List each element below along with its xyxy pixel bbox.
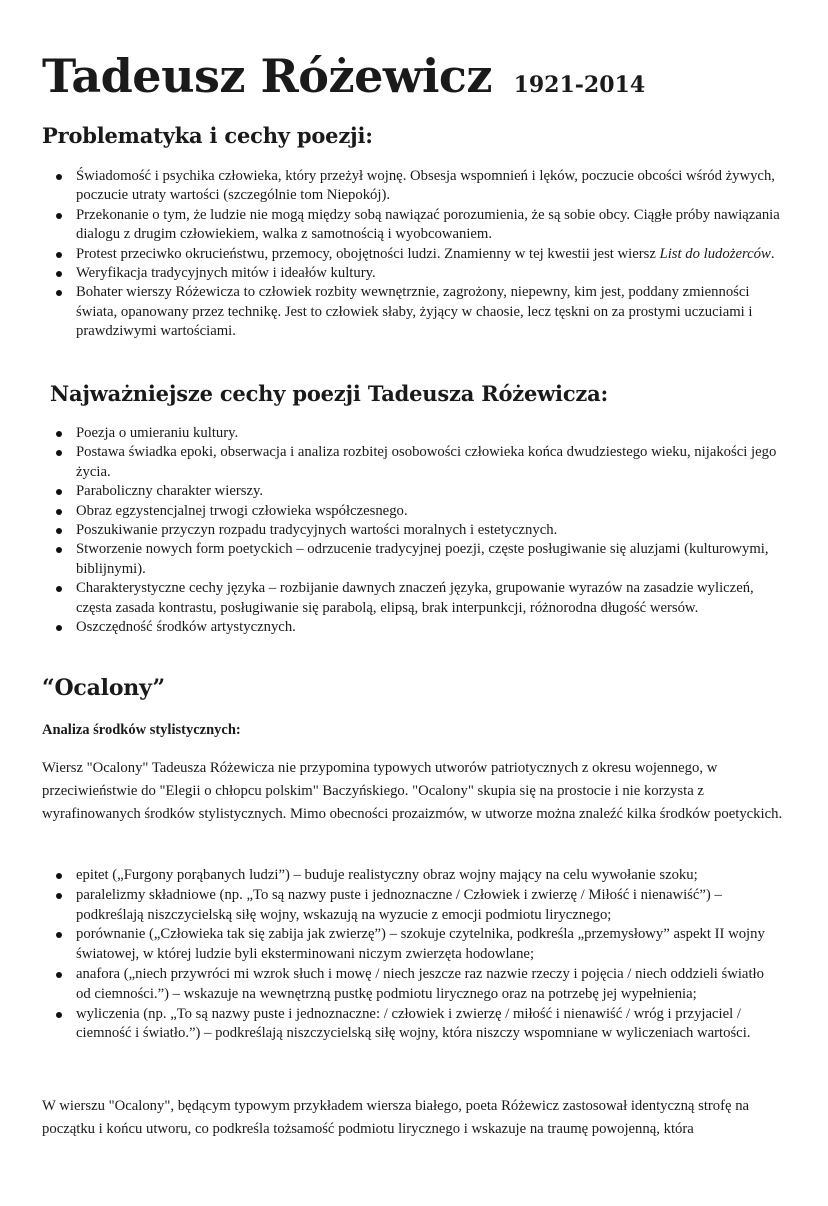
problematyka-list (50, 167, 780, 342)
list-item-text: Protest przeciwko okrucieństwu, przemocy, obojętności ludzi. Znamienny w tej kwestii jest wiersz (76, 245, 660, 262)
author-name: Tadeusz Różewicz (42, 49, 493, 103)
cechy-list (50, 424, 780, 637)
author-years: 1921-2014 (513, 72, 646, 98)
list-item: epitet („Furgony porąbanych ludzi”) – buduje realistyczny obraz wojny mający na celu wywołanie szoku; (50, 866, 780, 886)
section-heading-problematyka: Problematyka i cechy poezji: (42, 123, 373, 148)
list-item: Paraboliczny charakter wierszy. (50, 482, 780, 501)
page-title (42, 50, 645, 111)
list-item: Świadomość i psychika człowieka, który przeżył wojnę. Obsesja wspomnień i lęków, poczucie obcości wśród żywych, poczucie utraty wartości (szczególnie tom Niepokój). (50, 167, 780, 206)
list-item: Stworzenie nowych form poetyckich – odrzucenie tradycyjnej poezji, częste posługiwanie się aluzjami (kulturowymi, biblijnymi). (50, 540, 780, 579)
section-heading-ocalony: “Ocalony” (42, 675, 165, 701)
list-item: Bohater wierszy Różewicza to człowiek rozbity wewnętrznie, zagrożony, niepewny, kim jest, poddany zmienności świata, opanowany przez technikę. Jest to człowiek słaby, żyjący w chaosie, lecz tęskni on za prostymi uczuciami i prawdziwymi wartościami. (50, 283, 780, 341)
list-item: Obraz egzystencjalnej trwogi człowieka współczesnego. (50, 502, 780, 521)
intro-paragraph: Wiersz "Ocalony" Tadeusza Różewicza nie przypomina typowych utworów patriotycznych z okresu wojennego, w przeciwieństwie do "Elegii o chłopcu polskim" Baczyńskiego. "Ocalony" skupia się na prostocie i nie korzysta z wyrafinowanych środków stylistycznych. Mimo obecności prozaizmów, w utworze można znaleźć kilka środków poetyckich. (42, 760, 783, 822)
list-item: Charakterystyczne cechy języka – rozbijanie dawnych znaczeń języka, grupowanie wyrazów na zasadzie wyliczeń, częsta zasada kontrastu, posługiwanie się parabolą, elipsą, brak interpunkcji, różnorodna długość wersów. (50, 579, 780, 618)
list-item: Przekonanie o tym, że ludzie nie mogą między sobą nawiązać porozumienia, że są sobie obcy. Ciągłe próby nawiązania dialogu z drugim człowiekiem, walka z samotnością i wyobcowaniem. (50, 206, 780, 245)
list-item: anafora („niech przywróci mi wzrok słuch i mowę / niech jeszcze raz nazwie rzeczy i pojęcia / niech oddzieli światło od ciemności.”) – wskazuje na wewnętrzną pustkę podmiotu lirycznego oraz na potrzebę jej wypełnienia; (50, 965, 780, 1005)
list-item (50, 245, 780, 264)
list-item: porównanie („Człowieka tak się zabija jak zwierzę”) – szokuje czytelnika, podkreśla „przemysłowy” aspekt II wojny światowej, w której ludzie byli eksterminowani niczym zwierzęta hodowlane; (50, 925, 780, 965)
section-heading-cechy: Najważniejsze cechy poezji Tadeusza Różewicza: (50, 381, 609, 406)
analysis-subheading: Analiza środków stylistycznych: (42, 722, 241, 738)
srodki-list (50, 866, 780, 1044)
list-item: paralelizmy składniowe (np. „To są nazwy puste i jednoznaczne / Człowiek i zwierzę / Miłość i nienawiść”) – podkreślają niszczycielską siłę wojny, wskazują na wyzucie z emocji podmiotu lirycznego; (50, 886, 780, 926)
list-item: Poszukiwanie przyczyn rozpadu tradycyjnych wartości moralnych i estetycznych. (50, 521, 780, 540)
outro-paragraph: W wierszu "Ocalony", będącym typowym przykładem wiersza białego, poeta Różewicz zastosował identyczną strofę na początku i końcu utworu, co podkreśla tożsamość podmiotu lirycznego i wskazuje na traumę powojenną, która (42, 1098, 750, 1137)
list-item: Weryfikacja tradycyjnych mitów i ideałów kultury. (50, 264, 780, 283)
list-item-end: . (770, 245, 775, 262)
poem-title: List do ludożerców (659, 245, 771, 262)
list-item: wyliczenia (np. „To są nazwy puste i jednoznaczne: / człowiek i zwierzę / miłość i nienawiść / wróg i przyjaciel / ciemność i światło.”) – podkreślają niszczycielską siłę wojny, która niszczy wspomniane w wyliczeniach wartości. (50, 1005, 780, 1045)
list-item: Postawa świadka epoki, obserwacja i analiza rozbitej osobowości człowieka końca dwudziestego wieku, nijakości jego życia. (50, 443, 780, 482)
list-item: Poezja o umieraniu kultury. (50, 424, 780, 443)
list-item: Oszczędność środków artystycznych. (50, 618, 780, 637)
